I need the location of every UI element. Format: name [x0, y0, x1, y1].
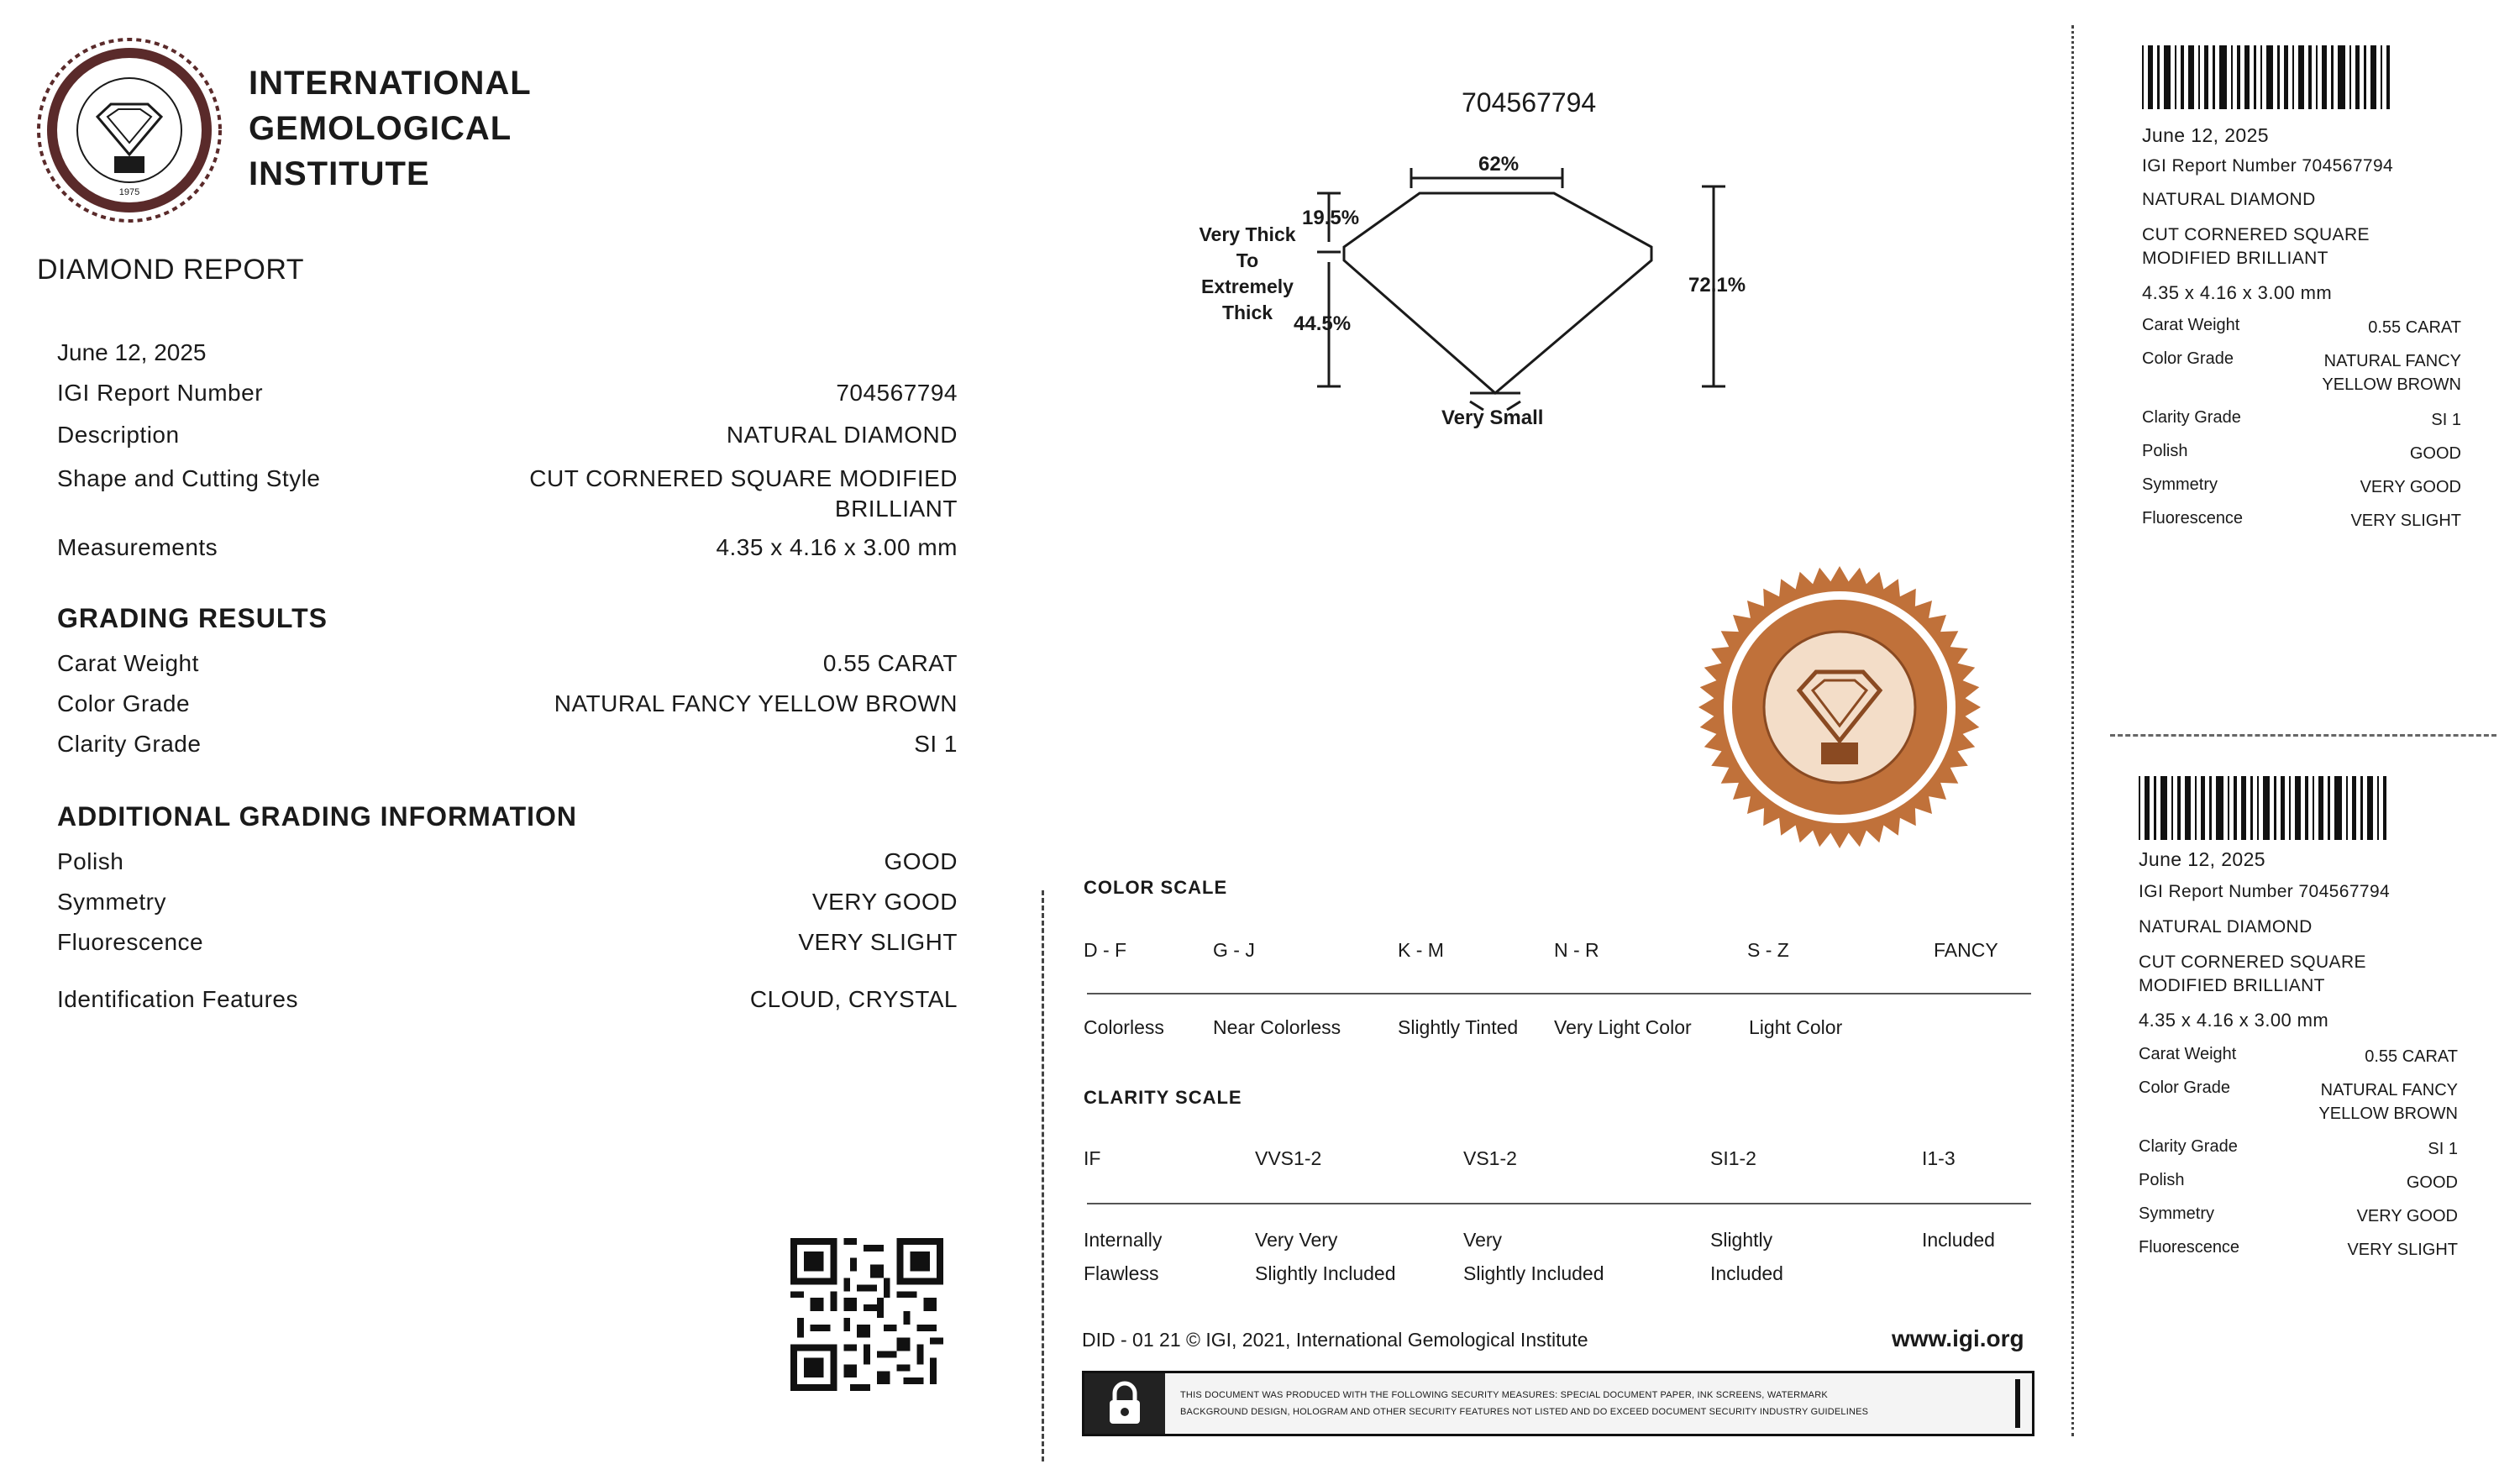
stub-value: NATURAL FANCY YELLOW BROWN	[2318, 1081, 2458, 1123]
barcode-bar	[2145, 776, 2150, 840]
field-value: NATURAL FANCY YELLOW BROWN	[554, 690, 958, 716]
barcode-bar	[2355, 45, 2360, 109]
clarity-grade-si: SI1-2	[1710, 1147, 1756, 1169]
barcode-bar	[2274, 776, 2276, 840]
color-scale-rule	[1087, 993, 2031, 994]
barcode-bar	[2160, 776, 2167, 840]
barcode-bar	[2292, 45, 2294, 109]
report-title: DIAMOND REPORT	[37, 254, 305, 286]
grading-results-heading: GRADING RESULTS	[57, 603, 328, 633]
identification-row	[57, 986, 958, 1023]
field-value: 4.35 x 4.16 x 3.00 mm	[716, 534, 958, 560]
stub-row	[2142, 442, 2461, 465]
barcode-bar	[2213, 45, 2215, 109]
stub-measurements: 4.35 x 4.16 x 3.00 mm	[2142, 282, 2333, 303]
stub-label: Color Grade	[2139, 1078, 2230, 1097]
symmetry-row	[57, 889, 958, 926]
barcode-bar	[2228, 776, 2229, 840]
field-value: 0.55 CARAT	[822, 650, 958, 676]
color-grade-km: K - M	[1398, 939, 1444, 961]
barcode-bar	[2381, 45, 2382, 109]
barcode-bar	[2254, 45, 2256, 109]
barcode-bar	[2349, 45, 2351, 109]
clarity-grade-if: IF	[1084, 1147, 1101, 1169]
barcode-bar	[2185, 776, 2191, 840]
barcode-bar	[2377, 776, 2379, 840]
stub-value: 0.55 CARAT	[2365, 1047, 2458, 1066]
barcode-bar	[2241, 776, 2246, 840]
color-grade-sz: S - Z	[1747, 939, 1789, 961]
barcode-bar	[2204, 45, 2208, 109]
barcode-bar	[2346, 776, 2348, 840]
stub-value: VERY GOOD	[2356, 1207, 2458, 1225]
stub-row	[2139, 1204, 2458, 1228]
stub-label: Fluorescence	[2139, 1238, 2240, 1257]
security-banner	[1082, 1371, 2034, 1436]
report-number-row	[57, 380, 958, 417]
barcode-bar	[2198, 45, 2200, 109]
stub-label: Clarity Grade	[2139, 1137, 2238, 1156]
stub-date: June 12, 2025	[2142, 124, 2269, 146]
field-label: Color Grade	[57, 690, 191, 716]
barcode-bar	[2266, 45, 2273, 109]
barcode-bar	[2295, 776, 2301, 840]
barcode-bar	[2338, 45, 2345, 109]
igi-seal-icon	[1697, 564, 1982, 850]
stub-value: NATURAL FANCY YELLOW BROWN	[2322, 352, 2461, 394]
clarity-grade-row	[57, 731, 958, 768]
stub-value: VERY SLIGHT	[2350, 512, 2461, 530]
field-label: Clarity Grade	[57, 731, 202, 757]
stub-value: 0.55 CARAT	[2368, 318, 2461, 337]
color-grade-df: D - F	[1084, 939, 1127, 961]
clarity-desc-if: Internally Flawless	[1084, 1229, 1163, 1284]
culet-label: Very Small	[1441, 407, 1544, 429]
barcode-bar	[2263, 776, 2270, 840]
color-grade-fancy: FANCY	[1934, 939, 1998, 961]
field-label: Description	[57, 422, 180, 448]
barcode-bar	[2334, 776, 2342, 840]
barcode-icon	[2139, 776, 2391, 840]
carat-row	[57, 650, 958, 687]
barcode-bar	[2142, 45, 2144, 109]
color-grade-row	[57, 690, 958, 727]
stub-label: Clarity Grade	[2142, 408, 2241, 427]
security-text-line1: THIS DOCUMENT WAS PRODUCED WITH THE FOLLOWING SECURITY MEASURES: SPECIAL DOCUMENT PAPER, INK SCREENS, WATERMARK	[1180, 1390, 1828, 1400]
stub-label: Polish	[2142, 442, 2188, 460]
barcode-bar	[2284, 45, 2288, 109]
barcode-bar	[2157, 45, 2160, 109]
org-name	[249, 60, 532, 197]
stub-value: GOOD	[2406, 1173, 2458, 1192]
barcode-bar	[2364, 45, 2366, 109]
stub-shape: CUT CORNERED SQUARE MODIFIED BRILLIANT	[2142, 225, 2370, 268]
barcode-bar	[2367, 776, 2373, 840]
barcode-bar	[2313, 776, 2314, 840]
field-value: SI 1	[914, 731, 958, 757]
stub-fold-line	[2071, 25, 2074, 1436]
clarity-desc-si: Slightly Included	[1710, 1229, 1783, 1284]
girdle-label: Very Thick To Extremely Thick	[1199, 223, 1296, 323]
barcode-bar	[2237, 45, 2240, 109]
stub-row	[2139, 1045, 2458, 1068]
stub-value: SI 1	[2431, 411, 2461, 429]
barcode-bar	[2257, 776, 2259, 840]
barcode-bar	[2195, 776, 2197, 840]
report-date: June 12, 2025	[57, 339, 207, 365]
color-desc-near-colorless: Near Colorless	[1213, 1016, 1341, 1038]
barcode-bar	[2231, 45, 2233, 109]
barcode-bar	[2383, 776, 2386, 840]
stub-row	[2142, 316, 2461, 339]
barcode-bar	[2281, 776, 2285, 840]
stub-label: Color Grade	[2142, 349, 2234, 368]
stub-report-number: IGI Report Number 704567794	[2142, 156, 2394, 176]
stub-row	[2139, 1171, 2458, 1194]
field-label: IGI Report Number	[57, 380, 264, 406]
color-grade-gj: G - J	[1213, 939, 1255, 961]
field-value: VERY GOOD	[811, 889, 958, 915]
clarity-desc-i: Included	[1922, 1229, 1995, 1251]
org-name-line2: GEMOLOGICAL	[249, 110, 512, 147]
barcode-bar	[2216, 776, 2223, 840]
stub-label: Fluorescence	[2142, 509, 2244, 527]
stub-row	[2142, 475, 2461, 499]
barcode-bar	[2289, 776, 2291, 840]
shape-row	[57, 464, 958, 531]
field-value: 704567794	[836, 380, 958, 406]
stub-value: GOOD	[2409, 444, 2461, 463]
barcode-bar	[2298, 45, 2304, 109]
barcode-bar	[2370, 45, 2376, 109]
stub-report-number: IGI Report Number 704567794	[2139, 882, 2391, 901]
barcode-bar	[2177, 776, 2181, 840]
field-label: Identification Features	[57, 986, 298, 1012]
barcode-bar	[2209, 776, 2212, 840]
clarity-desc-vs: Very Slightly Included	[1463, 1229, 1604, 1284]
clarity-desc-vvs: Very Very Slightly Included	[1255, 1229, 1396, 1284]
barcode-bar	[2386, 45, 2390, 109]
barcode-bar	[2175, 45, 2176, 109]
additional-grading-heading: ADDITIONAL GRADING INFORMATION	[57, 801, 577, 832]
stub-description: NATURAL DIAMOND	[2139, 917, 2313, 937]
measurements-row	[57, 534, 958, 571]
barcode-bar	[2201, 776, 2205, 840]
field-label: Carat Weight	[57, 650, 199, 676]
barcode-icon	[2142, 45, 2394, 109]
barcode-bar	[2244, 45, 2250, 109]
clarity-scale-rule	[1087, 1203, 2031, 1204]
clarity-scale-heading: CLARITY SCALE	[1084, 1087, 1242, 1108]
field-label: Fluorescence	[57, 929, 204, 955]
website-link[interactable]: www.igi.org	[1892, 1325, 2024, 1351]
igi-logo-icon	[32, 37, 227, 223]
color-desc-colorless: Colorless	[1084, 1016, 1164, 1038]
clarity-grade-vs: VS1-2	[1463, 1147, 1517, 1169]
org-name-line1: INTERNATIONAL	[249, 65, 532, 102]
color-scale-heading: COLOR SCALE	[1084, 877, 1228, 898]
description-row	[57, 422, 958, 459]
stub-label: Carat Weight	[2139, 1045, 2237, 1063]
barcode-bar	[2219, 45, 2227, 109]
barcode-bar	[2331, 45, 2334, 109]
stub-row	[2139, 1137, 2458, 1161]
org-name-line3: INSTITUTE	[249, 155, 430, 192]
pavilion-percent: 44.5%	[1294, 312, 1352, 335]
clarity-grade-vvs: VVS1-2	[1255, 1147, 1322, 1169]
barcode-bar	[2188, 45, 2194, 109]
field-value: CLOUD, CRYSTAL	[749, 986, 958, 1012]
barcode-bar	[2360, 776, 2363, 840]
field-label: Measurements	[57, 534, 218, 560]
field-value: NATURAL DIAMOND	[726, 422, 958, 448]
barcode-bar	[2139, 776, 2140, 840]
barcode-bar	[2316, 45, 2318, 109]
fold-line	[1042, 890, 1044, 1461]
copyright-text: DID - 01 21 © IGI, 2021, International Gemological Institute	[1082, 1329, 1588, 1351]
stub-label: Carat Weight	[2142, 316, 2240, 334]
clarity-grade-i: I1-3	[1922, 1147, 1956, 1169]
color-desc-very-light: Very Light Color	[1554, 1016, 1692, 1038]
field-value: GOOD	[884, 848, 958, 874]
stub-date: June 12, 2025	[2139, 848, 2265, 870]
diagram-report-number: 704567794	[1462, 87, 1597, 118]
stub-label: Symmetry	[2139, 1204, 2214, 1223]
color-desc-slightly-tinted: Slightly Tinted	[1398, 1016, 1519, 1038]
stub-value: SI 1	[2428, 1140, 2458, 1158]
stub-row	[2142, 349, 2461, 396]
stub-row	[2139, 1238, 2458, 1262]
depth-percent: 72.1%	[1688, 274, 1746, 296]
stub-shape: CUT CORNERED SQUARE MODIFIED BRILLIANT	[2139, 952, 2366, 995]
field-value: CUT CORNERED SQUARE MODIFIED BRILLIANT	[529, 465, 958, 522]
barcode-bar	[2308, 45, 2312, 109]
polish-row	[57, 848, 958, 885]
barcode-bar	[2148, 45, 2153, 109]
fluorescence-row	[57, 929, 958, 966]
stub-label: Symmetry	[2142, 475, 2218, 494]
barcode-bar	[2352, 776, 2356, 840]
stub-separator	[2110, 734, 2496, 737]
barcode-bar	[2305, 776, 2308, 840]
barcode-bar	[2328, 776, 2330, 840]
field-value: VERY SLIGHT	[798, 929, 958, 955]
crown-percent: 19.5%	[1302, 207, 1360, 229]
barcode-bar	[2260, 45, 2262, 109]
qr-code-icon[interactable]	[790, 1238, 944, 1391]
lock-icon	[1084, 1373, 1165, 1434]
barcode-bar	[2318, 776, 2323, 840]
barcode-bar	[2154, 776, 2156, 840]
field-label: Polish	[57, 848, 124, 874]
color-grade-nr: N - R	[1554, 939, 1599, 961]
barcode-bar	[2164, 45, 2171, 109]
stub-row	[2142, 509, 2461, 533]
svg-text:1975: 1975	[118, 187, 140, 197]
barcode-bar	[2322, 45, 2327, 109]
stub-value: VERY GOOD	[2360, 478, 2461, 496]
stub-description: NATURAL DIAMOND	[2142, 190, 2316, 209]
field-label: Symmetry	[57, 889, 166, 915]
barcode-bar	[2277, 45, 2280, 109]
stub-label: Polish	[2139, 1171, 2185, 1189]
security-text-line2: BACKGROUND DESIGN, HOLOGRAM AND OTHER SECURITY FEATURES NOT LISTED AND DO EXCEED DOCUMENT SECURITY INDUSTRY GUIDELINES	[1180, 1407, 1869, 1417]
barcode-bar	[2234, 776, 2237, 840]
stub-value: VERY SLIGHT	[2347, 1241, 2458, 1259]
table-percent: 62%	[1478, 153, 1520, 176]
color-desc-light: Light Color	[1749, 1016, 1843, 1038]
stub-row	[2139, 1078, 2458, 1126]
field-label: Shape and Cutting Style	[57, 465, 321, 491]
stub-row	[2142, 408, 2461, 432]
barcode-bar	[2171, 776, 2173, 840]
barcode-bar	[2250, 776, 2253, 840]
stub-measurements: 4.35 x 4.16 x 3.00 mm	[2139, 1010, 2329, 1031]
barcode-bar	[2181, 45, 2184, 109]
